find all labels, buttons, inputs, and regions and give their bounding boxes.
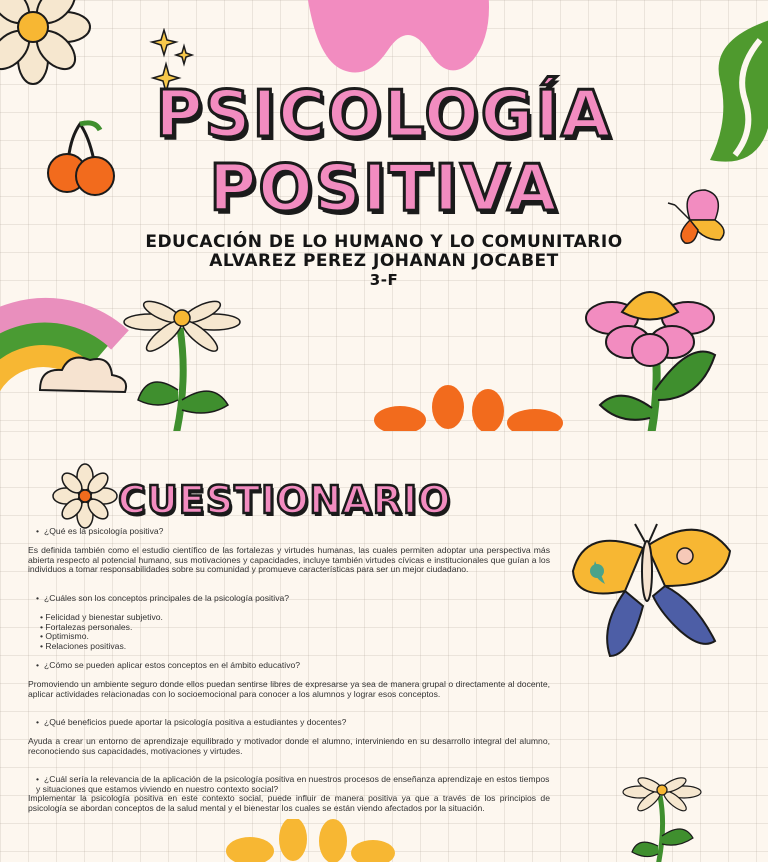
orange-flower-shape-icon [370, 385, 570, 431]
question-2: • ¿Cuáles son los conceptos principales de la psicología positiva? [36, 593, 290, 603]
list-item: • Fortalezas personales. [40, 621, 133, 632]
pink-flower-icon [580, 280, 740, 431]
question-1: • ¿Qué es la psicología positiva? [36, 526, 164, 536]
answer-4: Ayuda a crear un entorno de aprendizaje equilibrado y motivador donde el alumno, interviniendo en su desarrollo integral del alumno, reconociendo sus capacidades, motivaciones y virtudes. [28, 736, 550, 756]
daisy-stem-icon [118, 300, 248, 431]
question-5: • ¿Cuál sería la relevancia de la aplicación de la psicología positiva en nuestros procesos de enseñanza aprendizaje en estos tiempos y situaciones que estamos viviendo en nuestro contexto social? [36, 774, 550, 794]
answer-1: Es definida también como el estudio científico de las fortalezas y virtudes humanas, las cuales permiten adoptar una perspectiva más abierta respecto al potencial humano, sus motivaciones y capacidades, incluye también virtudes cívicas e institucionales que guían a los individuos a tomar responsabilidades sobre su comunidad y promueve características para ser un mejor ciudadano. [28, 545, 550, 575]
list-item: • Optimismo. [40, 631, 89, 641]
question-4: • ¿Qué beneficios puede aportar la psicología positiva a estudiantes y docentes? [36, 717, 347, 727]
questionnaire-title: CUESTIONARIO [118, 478, 452, 522]
yellow-flower-shape-icon [225, 819, 395, 862]
cover-author: ALVAREZ PEREZ JOHANAN JOCABET [209, 251, 559, 271]
cover-group: 3-F [369, 271, 399, 289]
list-item: • Relaciones positivas. [40, 640, 127, 651]
answer-3: Promoviendo un ambiente seguro donde ellos puedan sentirse libres de expresarse ya sea de manera grupal o directamente al docente, aplicar actividades relacionadas con lo socioemocional para conocer a los alumnos y lograr esos conceptos. [28, 679, 550, 699]
daisy-stem-icon [618, 776, 708, 862]
cover-title-line2: POSITIVA [209, 152, 559, 226]
cover-title-line1: PSICOLOGÍA [155, 78, 613, 152]
question-3: • ¿Cómo se pueden aplicar estos conceptos en el ámbito educativo? [36, 660, 301, 670]
list-item: • Felicidad y bienestar subjetivo. [40, 612, 163, 622]
butterfly-icon [565, 516, 740, 661]
questionnaire-slide [0, 431, 768, 862]
daisy-flower-icon [52, 463, 118, 529]
answer-5: Implementar la psicología positiva en este contexto social, puede influir de manera positiva ya que a través de los principios de psicología se abordan conceptos de la salud mental y el bienestar los cuales se están viendo afectados por la situación. [28, 793, 550, 813]
cover-subject: EDUCACIÓN DE LO HUMANO Y LO COMUNITARIO [145, 232, 623, 252]
